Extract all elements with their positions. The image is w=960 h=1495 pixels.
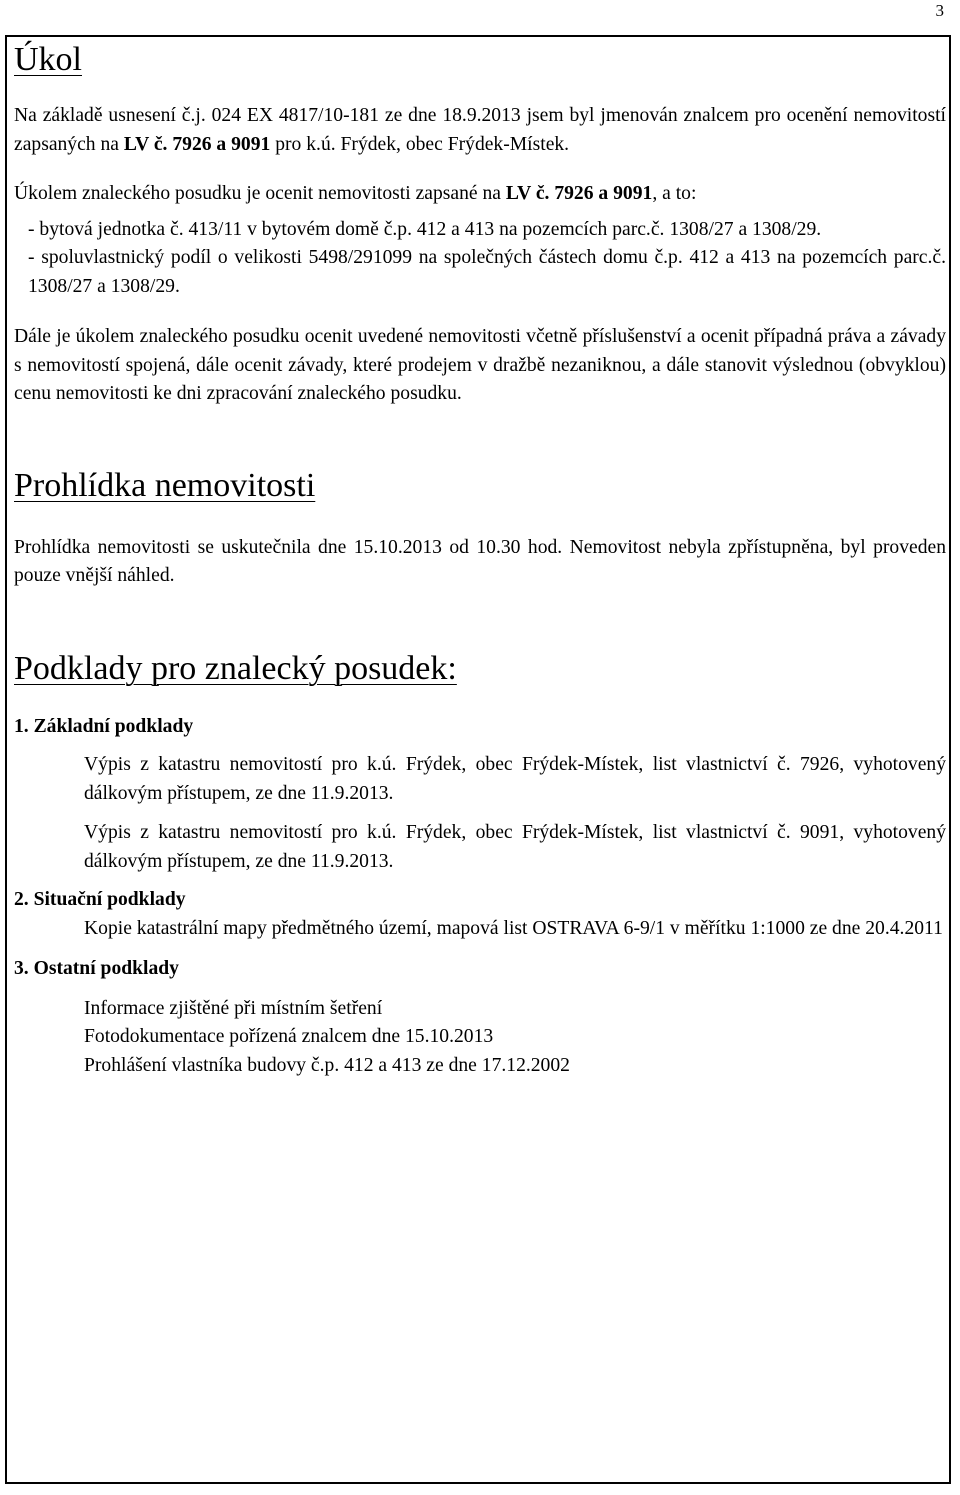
heading-podklady: Podklady pro znalecký posudek: [14, 649, 457, 687]
document-body [14, 40, 946, 1080]
ukol-paragraph-2 [14, 180, 946, 209]
heading-prohlidka: Prohlídka nemovitosti [14, 466, 316, 504]
podklady-section-3-title [14, 955, 946, 984]
page-number: 3 [935, 1, 944, 20]
ukol-p2-text-b: , a to: [652, 183, 697, 204]
ukol-item-bytova-jednotka: - bytová jednotka č. 413/11 v bytovém domě č.p. 412 a 413 na pozemcích parc.č. 1308/27 a 1308/29. [28, 218, 822, 240]
podklady-section-1-title-text: 1. Základní podklady [14, 715, 194, 737]
podklady-section-1-title [14, 713, 946, 742]
podklady-section-2-title [14, 886, 946, 915]
podklady-section-2-title-text: 2. Situační podklady [14, 889, 186, 910]
podklady-s1-item-2: Výpis z katastru nemovitostí pro k.ú. Frýdek, obec Frýdek-Místek, list vlastnictví č. 9091, vyhotovený dálkovým přístupem, ze dne 11.9.2013. [84, 822, 946, 872]
ukol-p1-text-b: pro k.ú. Frýdek, obec Frýdek-Místek. [270, 133, 570, 155]
podklady-s2-item-1: Kopie katastrální mapy předmětného území, mapová list OSTRAVA 6-9/1 v měřítku 1:1000 ze dne 20.4.2011 [84, 917, 943, 939]
prohlidka-paragraph: Prohlídka nemovitosti se uskutečnila dne 15.10.2013 od 10.30 hod. Nemovitost nebyla zpřístupněna, byl proveden pouze vnější náhled. [14, 536, 946, 586]
heading-ukol: Úkol [14, 41, 82, 78]
ukol-p1-lv-bold: LV č. 7926 a 9091 [123, 133, 271, 155]
ukol-p2-lv-bold: LV č. 7926 a 9091 [505, 183, 653, 204]
ukol-paragraph-1 [14, 102, 946, 159]
podklady-s3-item-1: Informace zjištěné při místním šetření [84, 997, 383, 1019]
ukol-paragraph-3: Dále je úkolem znaleckého posudku ocenit uvedené nemovitosti včetně příslušenství a ocenit případná práva a závady s nemovitostí spojená, dále ocenit závady, které prodejem v dražbě nezaniknou, a dále stanovit výslednou (obvyklou) cenu nemovitosti ke dni zpracování znaleckého posudku. [14, 326, 946, 404]
ukol-item-spoluvlastnicky-podil: - spoluvlastnický podíl o velikosti 5498/291099 na společných částech domu č.p. 412 a 413 na pozemcích parc.č. 1308/27 a 1308/29. [28, 247, 946, 297]
ukol-p1-text-a: Na základě usnesení č.j. 024 EX 4817/10-181 ze dne 18.9.2013 jsem byl jmenován znalcem pro ocenění nemovitostí zapsaných na [14, 105, 946, 155]
podklady-s3-item-3: Prohlášení vlastníka budovy č.p. 412 a 413 ze dne 17.12.2002 [84, 1054, 570, 1076]
ukol-p2-text-a: Úkolem znaleckého posudku je ocenit nemovitosti zapsané na [14, 183, 506, 204]
podklady-s1-item-1: Výpis z katastru nemovitostí pro k.ú. Frýdek, obec Frýdek-Místek, list vlastnictví č. 7926, vyhotovený dálkovým přístupem, ze dne 11.9.2013. [84, 754, 946, 804]
podklady-s3-item-2: Fotodokumentace pořízená znalcem dne 15.10.2013 [84, 1026, 494, 1047]
podklady-section-3-title-text: 3. Ostatní podklady [14, 958, 179, 979]
